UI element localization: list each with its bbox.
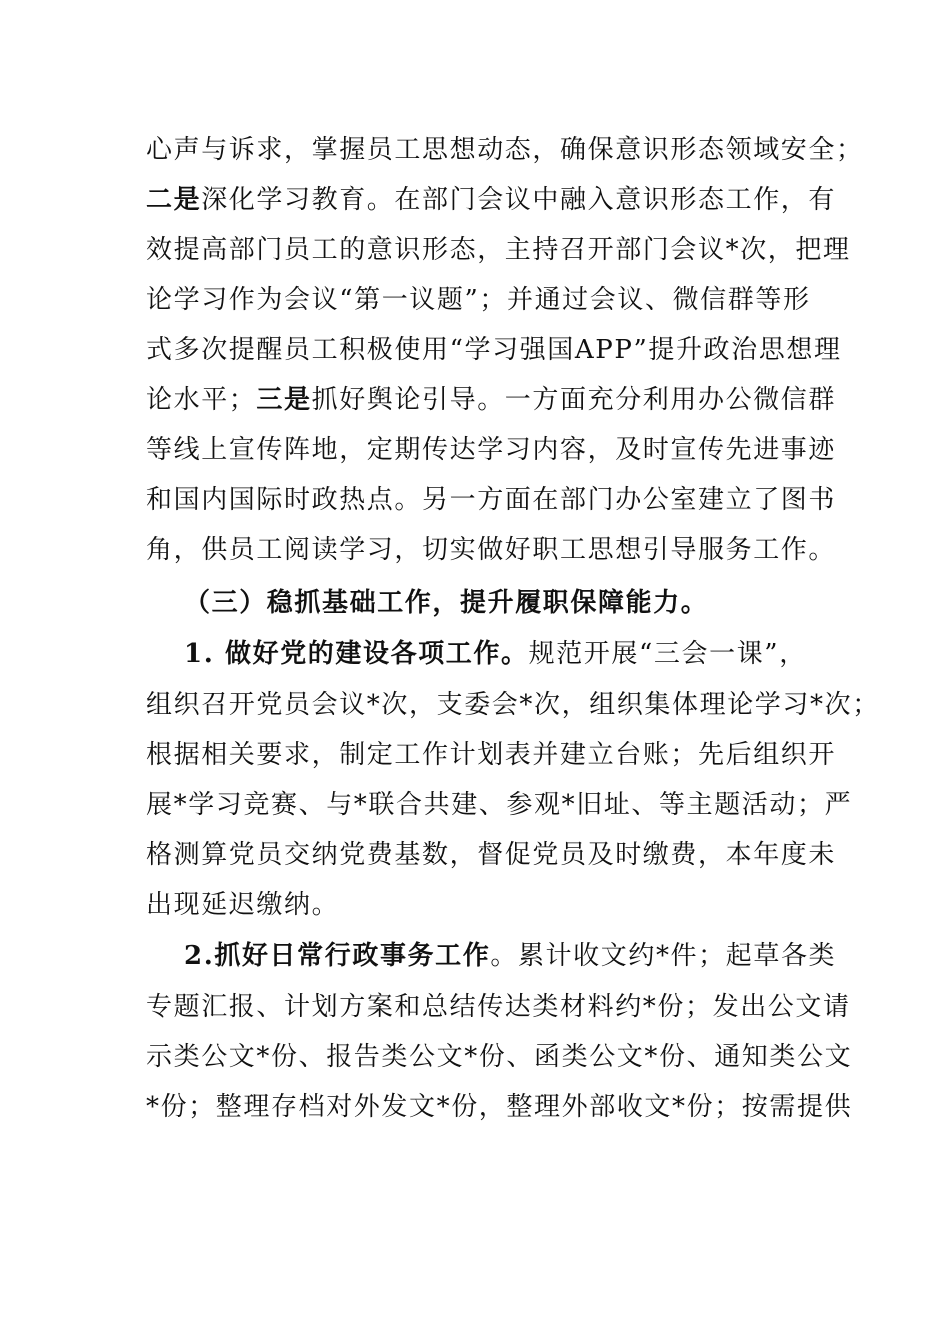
paragraph-line	[146, 990, 851, 1024]
paragraph-line	[146, 383, 837, 417]
paragraph-line	[146, 333, 842, 367]
text-run: 组织召开党员会议*次，支委会*次，组织集体理论学习*次；	[146, 690, 880, 720]
text-run: 出现延迟缴纳。	[146, 890, 340, 920]
text-run-bold: 三是	[256, 385, 312, 415]
paragraph-line	[146, 483, 837, 517]
text-run: 论水平；	[146, 385, 257, 415]
text-run: 式多次提醒员工积极使用“学习强国APP”提升政治思想理	[146, 335, 842, 365]
paragraph-line	[146, 788, 853, 822]
text-run-bold: 二是	[146, 185, 202, 215]
text-run: 和国内国际时政热点。另一方面在部门办公室建立了图书	[146, 485, 837, 515]
text-run: 示类公文*份、报告类公文*份、函类公文*份、通知类公文	[146, 1042, 853, 1072]
paragraph-line	[146, 533, 837, 567]
text-run: 专题汇报、计划方案和总结传达类材料约*份；发出公文请	[146, 992, 851, 1022]
text-run: 抓好舆论引导。一方面充分利用办公微信群	[311, 385, 837, 415]
text-run: *份；整理存档对外发文*份，整理外部收文*份；按需提供	[146, 1092, 853, 1122]
text-run: 深化学习教育。在部门会议中融入意识形态工作，有	[201, 185, 837, 215]
paragraph-line	[184, 637, 854, 671]
paragraph-line	[146, 183, 837, 217]
text-run-bold: 2.抓好日常行政事务工作	[184, 941, 491, 971]
paragraph-line	[146, 688, 880, 722]
text-run: 等线上宣传阵地，定期传达学习内容，及时宣传先进事迹	[146, 435, 837, 465]
text-run-bold: （三）稳抓基础工作，提升履职保障能力。	[184, 588, 709, 618]
paragraph-line	[146, 1040, 853, 1074]
text-run-bold: 1. 做好党的建设各项工作。	[184, 639, 529, 669]
paragraph-line	[146, 738, 837, 772]
paragraph-line	[146, 888, 816, 922]
text-run: 规范开展“三会一课”，	[528, 639, 807, 669]
text-run: 根据相关要求，制定工作计划表并建立台账；先后组织开	[146, 740, 837, 770]
text-run: 展*学习竞赛、与*联合共建、参观*旧址、等主题活动；严	[146, 790, 853, 820]
paragraph-line	[146, 433, 837, 467]
text-run: 效提高部门员工的意识形态，主持召开部门会议*次，把理	[146, 235, 851, 265]
paragraph-line	[146, 1090, 853, 1124]
text-run: 心声与诉求，掌握员工思想动态，确保意识形态领域安全；	[146, 135, 864, 165]
paragraph-line	[146, 133, 864, 167]
paragraph-line	[146, 233, 851, 267]
paragraph-line	[146, 283, 816, 317]
paragraph-line	[184, 939, 854, 973]
text-run: 格测算党员交纳党费基数，督促党员及时缴费，本年度未	[146, 840, 837, 870]
section-heading	[184, 586, 854, 620]
text-run: 。累计收文约*件；起草各类	[490, 941, 837, 971]
text-run: 角，供员工阅读学习，切实做好职工思想引导服务工作。	[146, 535, 837, 565]
text-run: 论学习作为会议“第一议题”；并通过会议、微信群等形	[146, 285, 811, 315]
paragraph-line	[146, 838, 837, 872]
